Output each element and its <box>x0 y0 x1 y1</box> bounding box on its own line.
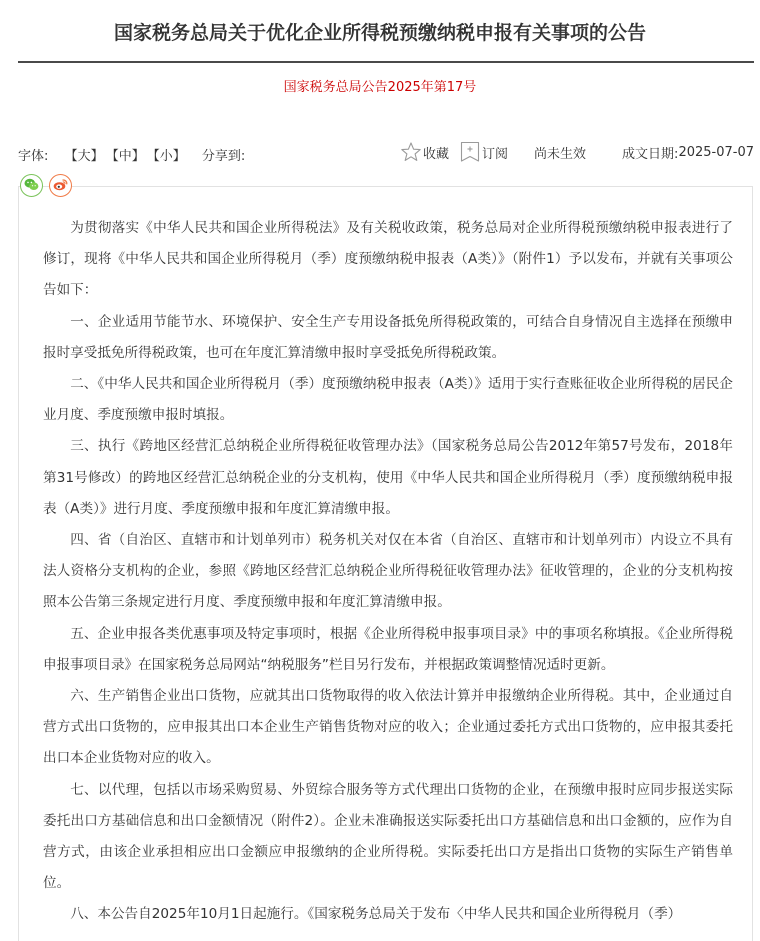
article-paragraph-6: 六、生产销售企业出口货物，应就其出口货物取得的收入依法计算并申报缴纳企业所得税。其中，企业通过自营方式出口货物的，应申报其出口本企业生产销售货物对应的收入；企业通过委托方式出口货物的，应申报其委托出口本企业货物对应的收入。 <box>43 688 733 767</box>
document-number: 国家税务总局公告2025年第17号 <box>283 80 477 95</box>
weibo-icon <box>53 176 68 195</box>
issue-date-value: 2025-07-07 <box>678 144 754 160</box>
share-wechat-button[interactable] <box>20 174 43 197</box>
wechat-icon <box>24 176 39 195</box>
page-title: 国家税务总局关于优化企业所得税预缴纳税申报有关事项的公告 <box>113 22 646 44</box>
font-size-large-button[interactable]: 【大】 <box>64 149 104 164</box>
subscribe-button[interactable] <box>459 141 508 163</box>
share-weibo-button[interactable] <box>49 174 72 197</box>
article-meta <box>400 141 754 163</box>
article-toolbar <box>18 145 754 165</box>
article-paragraph-1: 一、企业适用节能节水、环境保护、安全生产专用设备抵免所得税政策的，可结合自身情况自主选择在预缴申报时享受抵免所得税政策，也可在年度汇算清缴申报时享受抵免所得税政策。 <box>43 313 733 361</box>
article-paragraph-3: 三、执行《跨地区经营汇总纳税企业所得税征收管理办法》（国家税务总局公告2012年第57号发布，2018年第31号修改）的跨地区经营汇总纳税企业的分支机构，使用《中华人民共和国企业所得税月（季）度预缴纳税申报表（A类）》进行月度、季度预缴申报和年度汇算清缴申报。 <box>43 438 733 517</box>
intro-paragraph: 为贯彻落实《中华人民共和国企业所得税法》及有关税收政策，税务总局对企业所得税预缴纳税申报表进行了修订，现将《中华人民共和国企业所得税月（季）度预缴纳税申报表（A类）》（附件1）予以发布，并就有关事项公告如下： <box>43 220 733 299</box>
star-icon <box>400 141 422 163</box>
article-paragraph-7: 七、以代理，包括以市场采购贸易、外贸综合服务等方式代理出口货物的企业，在预缴申报时应同步报送实际委托出口方基础信息和出口金额情况（附件2）。企业未准确报送实际委托出口方基础信息和出口金额的，应作为自营方式，由该企业承担相应出口金额应申报缴纳的企业所得税。实际委托出口方是指出口货物的实际生产销售单位。 <box>43 781 733 892</box>
favorite-label: 收藏 <box>423 146 450 162</box>
article-paragraph-5: 五、企业申报各类优惠事项及特定事项时，根据《企业所得税申报事项目录》中的事项名称填报。《企业所得税申报事项目录》在国家税务总局网站“纳税服务”栏目另行发布，并根据政策调整情况适时更新。 <box>43 625 733 673</box>
article-paragraph-4: 四、省（自治区、直辖市和计划单列市）税务机关对仅在本省（自治区、直辖市和计划单列市）内设立不具有法人资格分支机构的企业，参照《跨地区经营汇总纳税企业所得税征收管理办法》征收管理的，企业的分支机构按照本公告第三条规定进行月度、季度预缴申报和年度汇算清缴申报。 <box>43 532 733 611</box>
share-label: 分享到: <box>201 149 246 164</box>
font-size-label: 字体: <box>18 149 49 164</box>
title-divider <box>18 61 754 63</box>
font-size-medium-button[interactable]: 【中】 <box>105 149 145 164</box>
article-body <box>43 213 733 931</box>
subscribe-label: 订阅 <box>482 146 509 162</box>
font-size-small-button[interactable]: 【小】 <box>146 149 186 164</box>
bookmark-plus-icon <box>459 141 481 163</box>
issue-date-label: 成文日期: <box>622 146 679 162</box>
favorite-button[interactable] <box>400 141 449 163</box>
article-paragraph-8: 八、本公告自2025年10月1日起施行。《国家税务总局关于发布〈中华人民共和国企业所得税月（季） <box>70 906 682 923</box>
effective-status: 尚未生效 <box>534 146 587 162</box>
share-buttons <box>20 174 78 198</box>
article-paragraph-2: 二、《中华人民共和国企业所得税月（季）度预缴纳税申报表（A类）》适用于实行查账征收企业所得税的居民企业月度、季度预缴申报时填报。 <box>43 376 733 424</box>
font-size-controls <box>18 145 245 164</box>
